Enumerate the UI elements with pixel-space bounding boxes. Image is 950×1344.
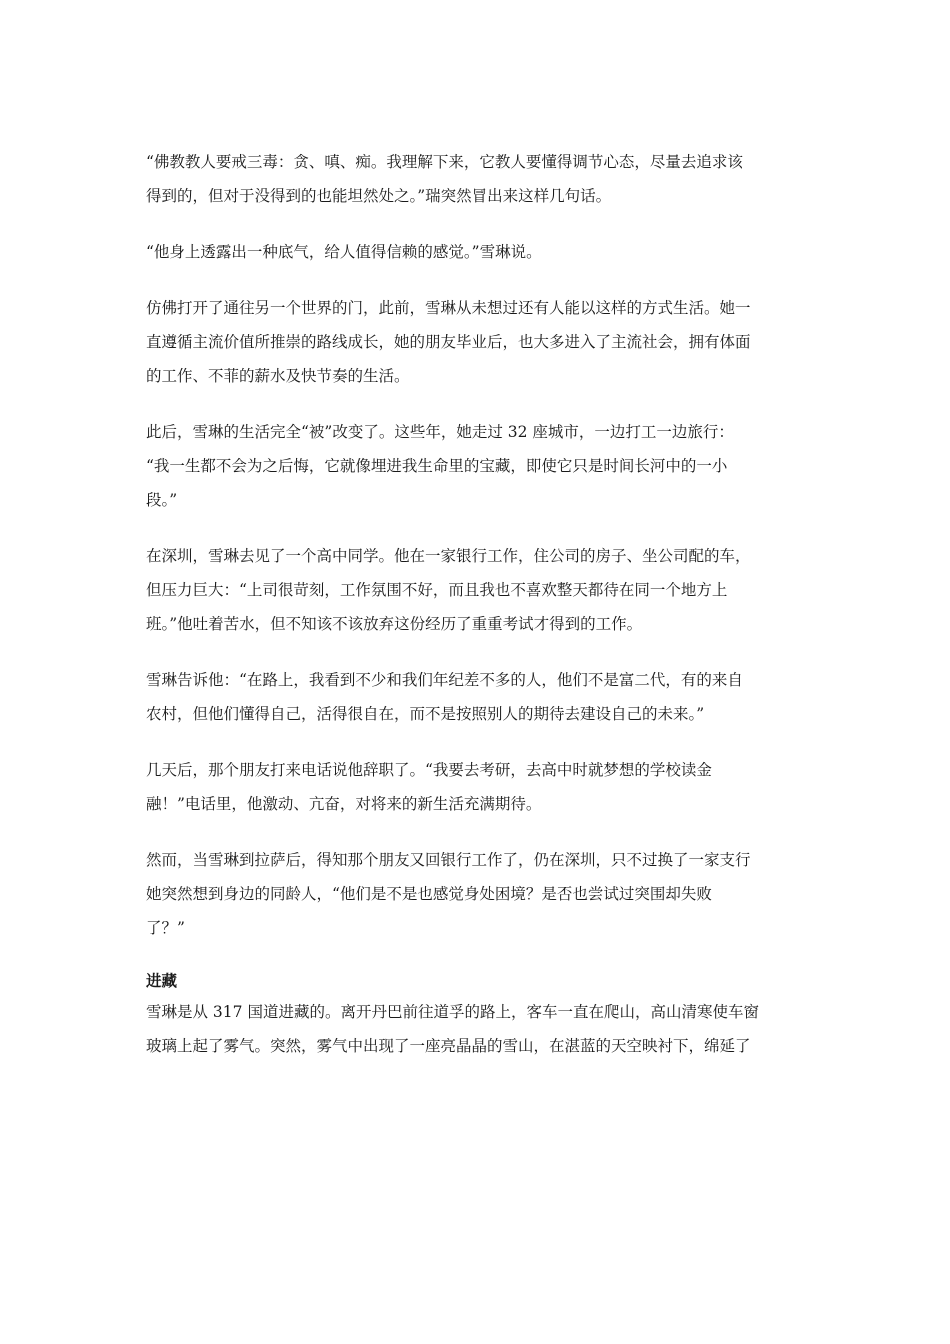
text-line: 农村，但他们懂得自己，活得很自在，而不是按照别人的期待去建设自己的未来。” xyxy=(146,705,705,723)
paragraph-6 xyxy=(146,663,808,731)
text-line: 了？” xyxy=(146,919,185,937)
text-line: 得到的，但对于没得到的也能坦然处之。”瑞突然冒出来这样几句话。 xyxy=(146,187,612,205)
paragraph-8 xyxy=(146,843,808,945)
text-line: 但压力巨大：“上司很苛刻，工作氛围不好，而且我也不喜欢整天都待在同一个地方上 xyxy=(146,581,728,599)
document-page xyxy=(146,145,808,1085)
text-line: 仿佛打开了通往另一个世界的门，此前，雪琳从未想过还有人能以这样的方式生活。她一 xyxy=(146,299,751,317)
paragraph-7 xyxy=(146,753,808,821)
section-heading: 进藏 xyxy=(146,971,178,990)
text-line: 段。” xyxy=(146,491,178,509)
paragraph-1 xyxy=(146,145,808,213)
text-line: “他身上透露出一种底气，给人值得信赖的感觉。”雪琳说。 xyxy=(146,243,542,261)
text-line: “我一生都不会为之后悔，它就像埋进我生命里的宝藏，即使它只是时间长河中的一小 xyxy=(146,457,728,475)
text-line: 她突然想到身边的同龄人，“他们是不是也感觉身处困境？是否也尝试过突围却失败 xyxy=(146,885,712,903)
text-line: 此后，雪琳的生活完全“被”改变了。这些年，她走过 32 座城市，一边打工一边旅行： xyxy=(146,423,734,441)
text-line: 在深圳，雪琳去见了一个高中同学。他在一家银行工作，住公司的房子、坐公司配的车， xyxy=(146,547,751,565)
paragraph-4 xyxy=(146,415,808,517)
text-line: 班。”他吐着苦水，但不知该不该放弃这份经历了重重考试才得到的工作。 xyxy=(146,615,643,633)
paragraph-5 xyxy=(146,539,808,641)
text-line: “佛教教人要戒三毒：贪、嗔、痴。我理解下来，它教人要懂得调节心态，尽量去追求该 xyxy=(146,153,743,171)
text-line: 玻璃上起了雾气。突然，雾气中出现了一座亮晶晶的雪山，在湛蓝的天空映衬下，绵延了 xyxy=(146,1037,751,1055)
text-line: 雪琳是从 317 国道进藏的。离开丹巴前往道孚的路上，客车一直在爬山，高山清寒使车窗 xyxy=(146,1003,759,1021)
text-line: 几天后，那个朋友打来电话说他辞职了。“我要去考研，去高中时就梦想的学校读金 xyxy=(146,761,712,779)
paragraph-3 xyxy=(146,291,808,393)
paragraph-2 xyxy=(146,235,808,269)
section-paragraph xyxy=(146,995,808,1063)
text-line: 的工作、不菲的薪水及快节奏的生活。 xyxy=(146,367,410,385)
text-line: 雪琳告诉他：“在路上，我看到不少和我们年纪差不多的人，他们不是富二代，有的来自 xyxy=(146,671,743,689)
text-line: 直遵循主流价值所推崇的路线成长，她的朋友毕业后，也大多进入了主流社会，拥有体面 xyxy=(146,333,751,351)
text-line: 融！”电话里，他激动、亢奋，对将来的新生活充满期待。 xyxy=(146,795,542,813)
text-line: 然而，当雪琳到拉萨后，得知那个朋友又回银行工作了，仍在深圳，只不过换了一家支行 xyxy=(146,851,751,869)
